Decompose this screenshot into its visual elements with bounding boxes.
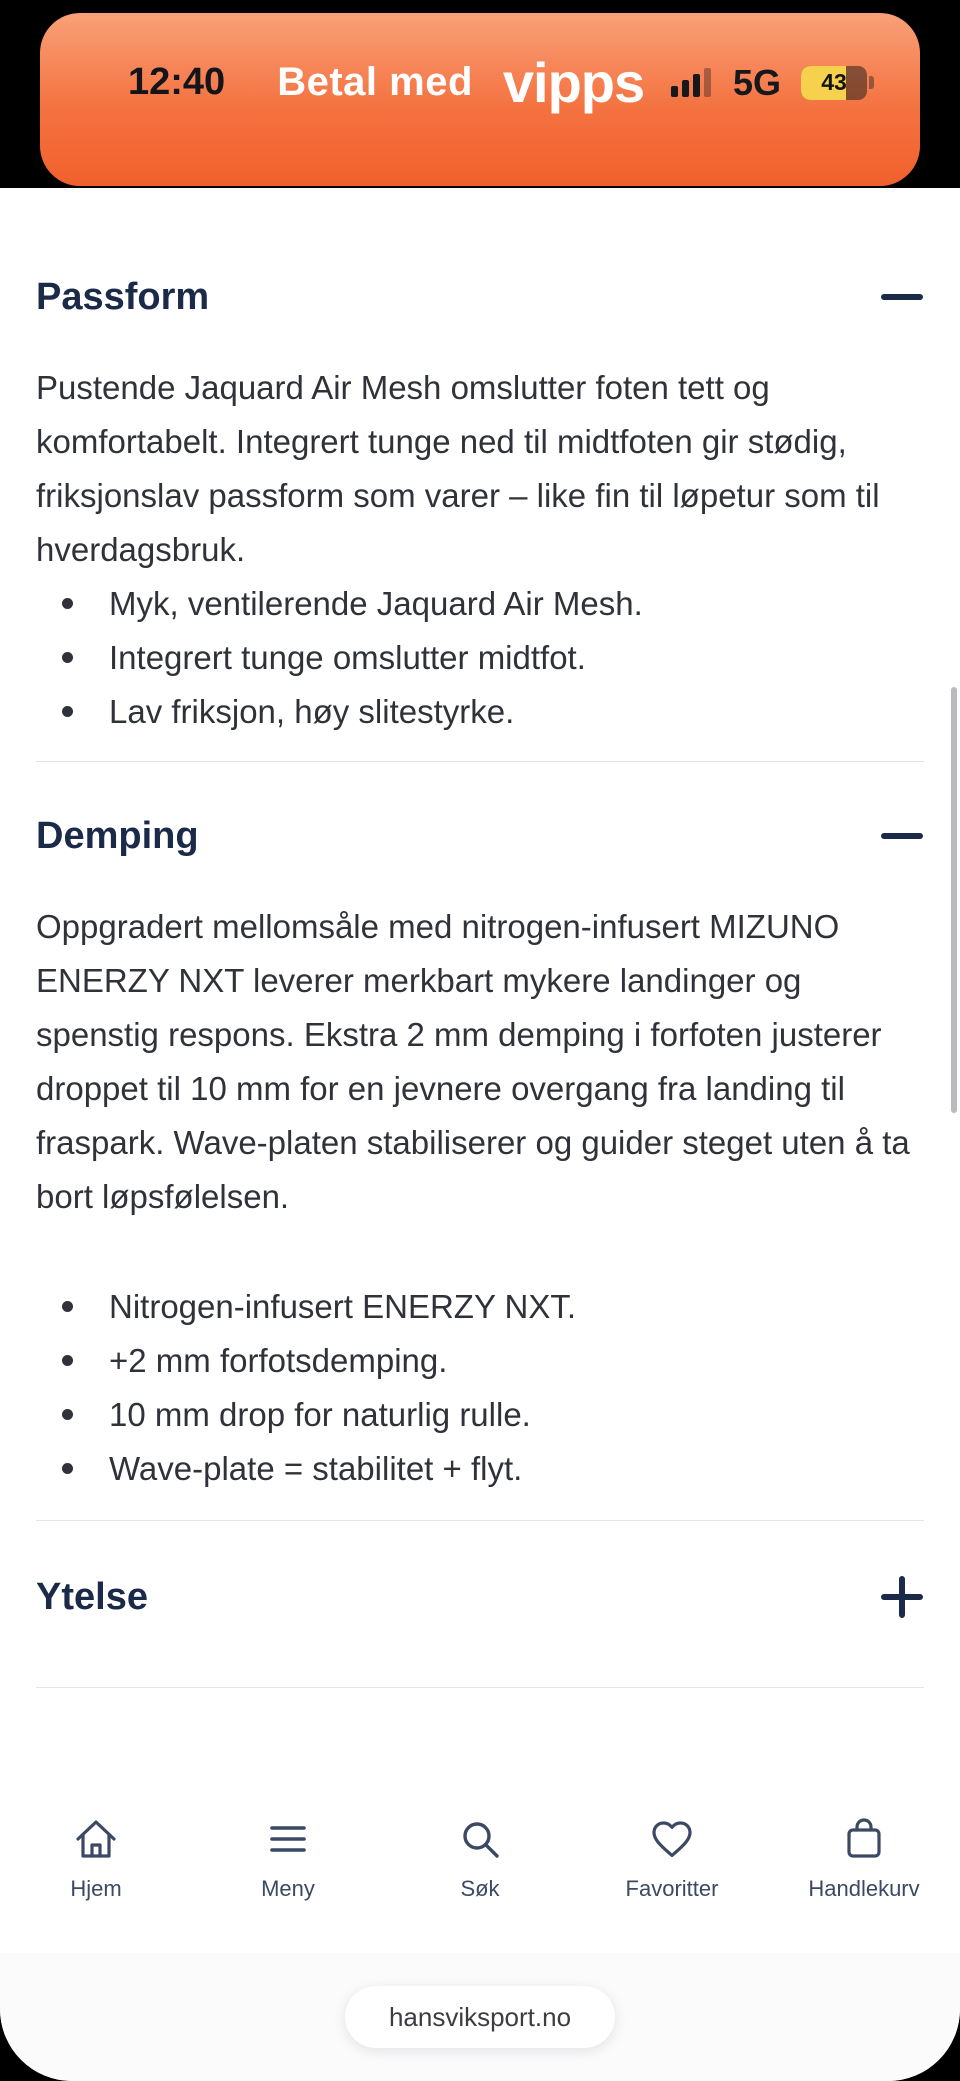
section-divider (36, 1687, 924, 1688)
battery-percent: 43 (821, 69, 847, 95)
minus-icon[interactable] (880, 814, 924, 858)
section-divider (36, 761, 924, 762)
network-label: 5G (732, 61, 781, 103)
banner-text: Betal med (277, 60, 473, 104)
scrollbar-thumb[interactable] (951, 687, 957, 1113)
bullet-item: Integrert tunge omslutter midtfot. (36, 631, 924, 685)
bag-icon (839, 1814, 889, 1864)
section-paragraph: Oppgradert mellomsåle med nitrogen-infusert MIZUNO ENERZY NXT leverer merkbart mykere landinger og spenstig respons. Ekstra 2 mm demping i forfoten justerer droppet til 10 mm for en jevnere overgang fra landing til fraspark. Wave-platen stabiliserer og guider steget uten å ta bort løpsfølelsen. (36, 908, 910, 1215)
status-right-group (669, 62, 874, 104)
bullet-item: Wave-plate = stabilitet + flyt. (36, 1442, 924, 1496)
webview-page (0, 188, 960, 2081)
search-icon (455, 1814, 505, 1864)
nav-label: Hjem (70, 1876, 122, 1901)
status-time: 12:40 (128, 61, 226, 103)
bullet-item: Myk, ventilerende Jaquard Air Mesh. (36, 577, 924, 631)
nav-item-hjem[interactable] (70, 1814, 121, 1902)
accordion-header-passform[interactable] (36, 273, 924, 321)
url-bar[interactable]: hansviksport.no (345, 1986, 615, 2048)
bullet-item: Nitrogen-infusert ENERZY NXT. (36, 1280, 924, 1334)
accordion-header-demping[interactable] (36, 812, 924, 860)
vipps-payment-banner[interactable] (40, 13, 920, 186)
nav-item-favoritter[interactable] (626, 1814, 719, 1902)
accordion-header-ytelse[interactable] (36, 1573, 924, 1621)
battery-icon (801, 66, 874, 100)
bottom-nav (0, 1756, 960, 1953)
product-accordions (0, 188, 960, 1688)
vipps-logo: vipps (502, 51, 645, 114)
section-title: Passform (36, 276, 210, 318)
section-paragraph: Pustende Jaquard Air Mesh omslutter foten tett og komfortabelt. Integrert tunge ned til midtfoten gir stødig, friksjonslav passform som varer – like fin til løpetur som til hverdagsbruk. (36, 369, 880, 568)
browser-toolbar (0, 1953, 960, 2081)
home-icon (71, 1814, 121, 1864)
nav-label: Meny (261, 1876, 315, 1901)
heart-icon (647, 1814, 697, 1864)
nav-item-sok[interactable] (455, 1814, 505, 1902)
nav-item-meny[interactable] (261, 1814, 315, 1902)
nav-item-handlekurv[interactable] (808, 1814, 919, 1902)
menu-icon (263, 1814, 313, 1864)
section-title: Demping (36, 815, 199, 857)
nav-label: Søk (460, 1876, 500, 1901)
plus-icon[interactable] (880, 1575, 924, 1619)
section-bullet-list (36, 577, 924, 739)
section-title: Ytelse (36, 1576, 148, 1618)
bullet-item: Lav friksjon, høy slitestyrke. (36, 685, 924, 739)
bullet-item: 10 mm drop for naturlig rulle. (36, 1388, 924, 1442)
minus-icon[interactable] (880, 275, 924, 319)
nav-label: Handlekurv (808, 1876, 920, 1901)
section-bullet-list (36, 1280, 924, 1496)
section-divider (36, 1520, 924, 1521)
nav-label: Favoritter (625, 1876, 719, 1901)
bullet-item: +2 mm forfotsdemping. (36, 1334, 924, 1388)
signal-icon (669, 67, 713, 99)
